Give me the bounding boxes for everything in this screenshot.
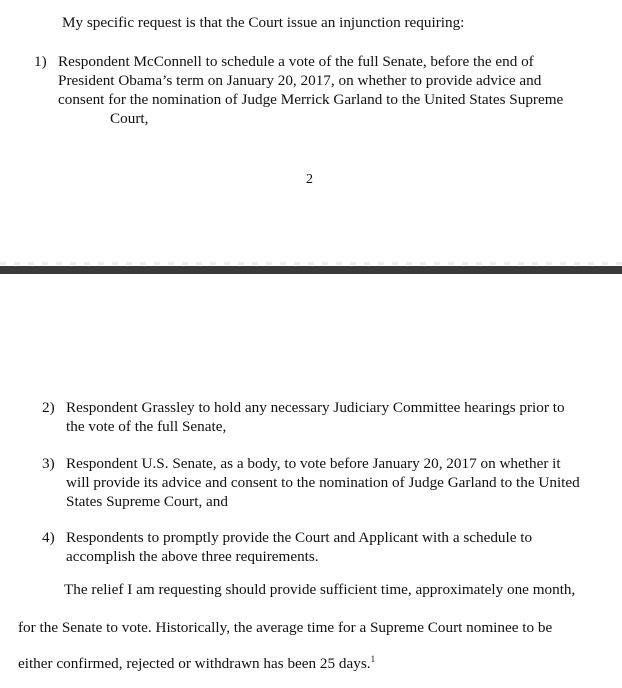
list-number: 4) (42, 529, 55, 546)
relief-paragraph-line-3 (18, 654, 375, 673)
item-3-line-3: States Supreme Court, and (66, 493, 228, 510)
document-page-bottom (0, 280, 622, 688)
relief-paragraph-line-1: The relief I am requesting should provide sufficient time, approximately one month, (64, 581, 576, 598)
document-page-top (0, 0, 622, 262)
scan-artifact (0, 262, 622, 265)
list-number: 3) (42, 455, 55, 472)
page-number: 2 (306, 172, 313, 187)
item-4-line-2: accomplish the above three requirements. (66, 548, 319, 565)
item-2-line-1: Respondent Grassley to hold any necessary Judiciary Committee hearings prior to (66, 399, 565, 416)
footnote-reference[interactable]: 1 (370, 653, 376, 664)
item-2-line-2: the vote of the full Senate, (66, 418, 227, 435)
item-1-line-2: President Obama’s term on January 20, 2017, on whether to provide advice and (58, 72, 542, 89)
relief-paragraph-text: either confirmed, rejected or withdrawn has been 25 days. (18, 655, 371, 672)
intro-sentence: My specific request is that the Court issue an injunction requiring: (62, 14, 465, 31)
item-3-line-2: will provide its advice and consent to the nomination of Judge Garland to the United (66, 474, 580, 491)
item-1-line-3: consent for the nomination of Judge Merrick Garland to the United States Supreme (58, 91, 564, 108)
item-1-line-4: Court, (110, 110, 149, 127)
relief-paragraph-line-2: for the Senate to vote. Historically, the average time for a Supreme Court nominee to be (18, 619, 553, 636)
list-number: 2) (42, 399, 55, 416)
page-divider-bar (0, 266, 622, 274)
item-3-line-1: Respondent U.S. Senate, as a body, to vote before January 20, 2017 on whether it (66, 455, 561, 472)
item-4-line-1: Respondents to promptly provide the Court and Applicant with a schedule to (66, 529, 533, 546)
list-number: 1) (34, 53, 47, 70)
item-1-line-1: Respondent McConnell to schedule a vote of the full Senate, before the end of (58, 53, 534, 70)
